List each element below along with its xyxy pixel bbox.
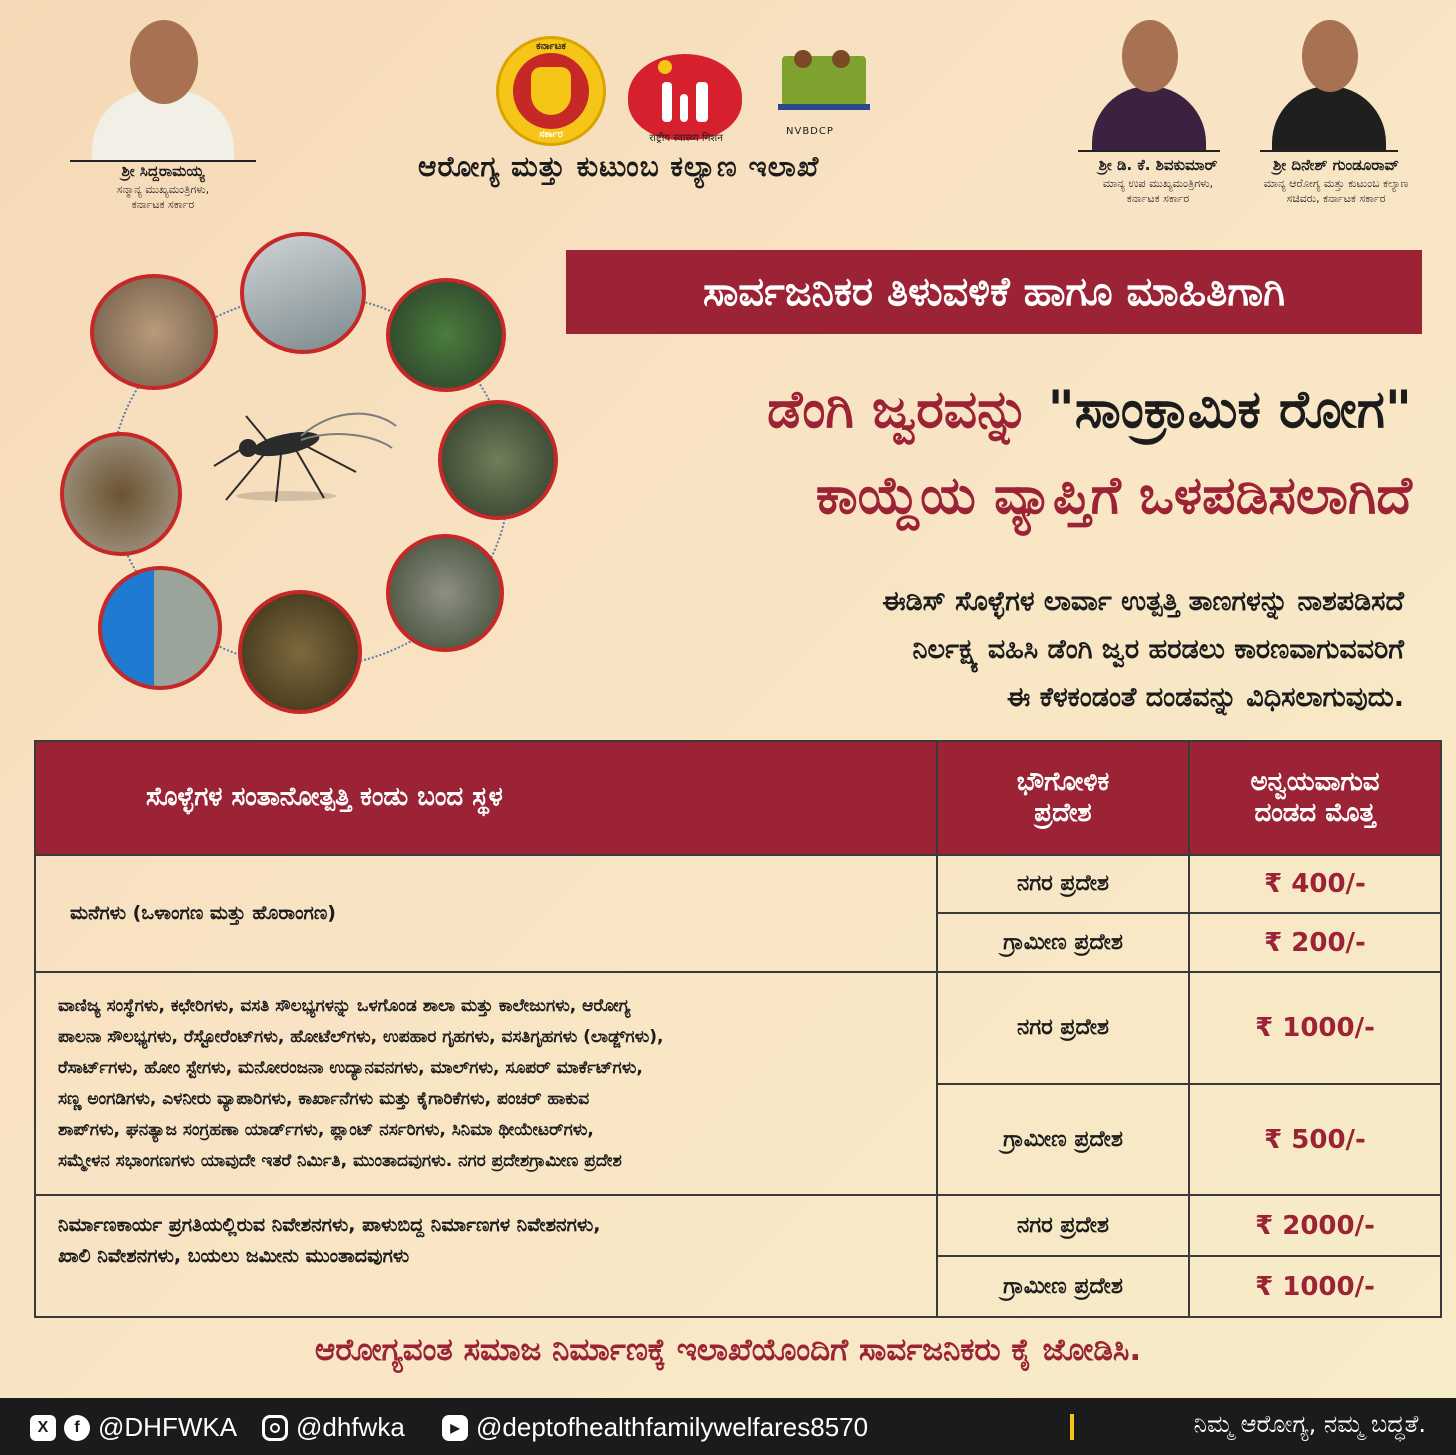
area-rural: ಗ್ರಾಮೀಣ ಪ್ರದೇಶ	[937, 913, 1189, 972]
nvbdcp-caption: NVBDCP	[786, 126, 834, 137]
area-rural: ಗ್ರಾಮೀಣ ಪ್ರದೇಶ	[937, 1084, 1189, 1196]
area-rural: ಗ್ರಾಮೀಣ ಪ್ರದೇಶ	[937, 1256, 1189, 1317]
karnataka-emblem-logo: ಕರ್ನಾಟಕ ಸರ್ಕಾರ	[496, 36, 606, 146]
department-title: ಆರೋಗ್ಯ ಮತ್ತು ಕುಟುಂಬ ಕಲ್ಯಾಣ ಇಲಾಖೆ	[418, 150, 820, 183]
chief-minister-photo	[70, 14, 256, 162]
x-facebook-link[interactable]	[30, 1412, 237, 1443]
instagram-link[interactable]	[262, 1412, 405, 1443]
x-icon: X	[30, 1415, 56, 1441]
divider	[1070, 1414, 1074, 1440]
health-minister-photo	[1260, 14, 1398, 152]
fine-amount: ₹ 1000/-	[1189, 972, 1441, 1084]
table-row	[35, 1195, 1441, 1256]
header-breeding-place: ಸೊಳ್ಳೆಗಳ ಸಂತಾನೋತ್ಪತ್ತಿ ಕಂಡು ಬಂದ ಸ್ಥಳ	[35, 741, 937, 855]
public-awareness-banner: ಸಾರ್ವಜನಿಕರ ತಿಳುವಳಿಕೆ ಹಾಗೂ ಮಾಹಿತಿಗಾಗಿ	[566, 250, 1422, 334]
nvbdcp-logo	[778, 46, 870, 116]
place-construction-sites: ನಿರ್ಮಾಣಕಾರ್ಯ ಪ್ರಗತಿಯಲ್ಲಿರುವ ನಿವೇಶನಗಳು, ಪಾಳುಬಿದ್ದ ನಿರ್ಮಾಣಗಳ ನಿವೇಶನಗಳು, ಖಾಲಿ ನಿವೇಶನಗಳು, ಬಯಲು ಜಮೀನು ಮುಂತಾದವುಗಳು	[35, 1195, 937, 1317]
chief-minister-name: ಶ್ರೀ ಸಿದ್ದರಾಮಯ್ಯ	[121, 162, 205, 180]
fine-amount: ₹ 200/-	[1189, 913, 1441, 972]
deputy-chief-minister-role: ಮಾನ್ಯ ಉಪ ಮುಖ್ಯಮಂತ್ರಿಗಳು, ಕರ್ನಾಟಕ ಸರ್ಕಾರ	[1102, 177, 1214, 205]
nhm-caption: राष्ट्रीय स्वास्थ्य मिशन	[649, 133, 723, 144]
chief-minister-role: ಸನ್ಮಾನ್ಯ ಮುಖ್ಯಮಂತ್ರಿಗಳು, ಕರ್ನಾಟಕ ಸರ್ಕಾರ	[116, 183, 210, 211]
blue-barrel-photo	[98, 566, 222, 690]
facebook-icon: f	[64, 1415, 90, 1441]
penalty-notice-paragraph: ಈಡಿಸ್ ಸೊಳ್ಳೆಗಳ ಲಾರ್ವಾ ಉತ್ಪತ್ತಿ ತಾಣಗಳನ್ನು ನಾಶಪಡಿಸದೆ ನಿರ್ಲಕ್ಷ್ಯ ವಹಿಸಿ ಡೆಂಗಿ ಜ್ವರ ಹರಡಲು ಕಾರಣವಾಗುವವರಿಗೆ ಈ ಕೆಳಕಂಡಂತೆ ದಂಡವನ್ನು ವಿಧಿಸಲಾಗುವುದು.	[882, 586, 1404, 713]
area-urban: ನಗರ ಪ್ರದೇಶ	[937, 972, 1189, 1084]
table-header-row	[35, 741, 1441, 855]
plastic-cup-litter-photo	[386, 534, 504, 652]
tagline: ನಿಮ್ಮ ಆರೋಗ್ಯ, ನಮ್ಮ ಬದ್ಧತೆ.	[1193, 1410, 1426, 1438]
x-facebook-handle: @DHFWKA	[98, 1412, 238, 1442]
roof-gutter-photo	[240, 232, 366, 354]
deputy-chief-minister-photo	[1078, 14, 1220, 152]
fine-amount: ₹ 2000/-	[1189, 1195, 1441, 1256]
discarded-containers-photo	[438, 400, 558, 520]
grinding-stone-photo	[90, 274, 218, 390]
table-row	[35, 972, 1441, 1084]
area-urban: ನಗರ ಪ್ರದೇಶ	[937, 855, 1189, 914]
headline-line-1: ಡೆಂಗಿ ಜ್ವರವನ್ನು "ಸಾಂಕ್ರಾಮಿಕ ರೋಗ"	[767, 380, 1412, 440]
fine-amount: ₹ 400/-	[1189, 855, 1441, 914]
plant-pot-photo	[386, 278, 506, 392]
headline-line-2: ಕಾಯ್ದೆಯ ವ್ಯಾಪ್ತಿಗೆ ಒಳಪಡಿಸಲಾಗಿದೆ	[815, 466, 1412, 526]
youtube-link[interactable]	[442, 1412, 868, 1443]
instagram-icon	[262, 1415, 288, 1441]
social-footer-bar	[0, 1398, 1456, 1455]
health-minister-name: ಶ್ರೀ ದಿನೇಶ್ ಗುಂಡೂರಾವ್	[1272, 156, 1400, 174]
place-commercial-establishments: ವಾಣಿಜ್ಯ ಸಂಸ್ಥೆಗಳು, ಕಛೇರಿಗಳು, ವಸತಿ ಸೌಲಭ್ಯಗಳನ್ನು ಒಳಗೊಂಡ ಶಾಲಾ ಮತ್ತು ಕಾಲೇಜುಗಳು, ಆರೋಗ್ಯ ಪಾಲನಾ ಸೌಲಭ್ಯಗಳು, ರೆಸ್ಟೋರೆಂಟ್‌ಗಳು, ಹೋಟೆಲ್‌ಗಳು, ಉಪಹಾರ ಗೃಹಗಳು, ವಸತಿಗೃಹಗಳು (ಲಾಡ್ಜ್‌ಗಳು), ರೆಸಾರ್ಟ್‌ಗಳು, ಹೋಂ ಸ್ಟೇಗಳು, ಮನೋರಂಜನಾ ಉದ್ಯಾನವನಗಳು, ಮಾಲ್‌ಗಳು, ಸೂಪರ್ ಮಾರ್ಕೆಟ್‌ಗಳು, ಸಣ್ಣ ಅಂಗಡಿಗಳು, ಎಳನೀರು ವ್ಯಾಪಾರಿಗಳು, ಕಾರ್ಖಾನೆಗಳು ಮತ್ತು ಕೈಗಾರಿಕೆಗಳು, ಪಂಚರ್ ಹಾಕುವ ಶಾಪ್‌ಗಳು, ಘನತ್ಯಾಜ ಸಂಗ್ರಹಣಾ ಯಾರ್ಡ್‌ಗಳು, ಪ್ಲಾಂಟ್ ನರ್ಸರಿಗಳು, ಸಿನಿಮಾ ಥೀಯೇಟರ್‌ಗಳು, ಸಮ್ಮೇಳನ ಸಭಾಂಗಣಗಳು ಯಾವುದೇ ಇತರೆ ನಿರ್ಮಿತಿ, ಮುಂತಾದವುಗಳು. ನಗರ ಪ್ರದೇಶಗ್ರಾಮೀಣ ಪ್ರದೇಶ	[35, 972, 937, 1195]
header-fine-amount: ಅನ್ವಯವಾಗುವ ದಂಡದ ಮೊತ್ತ	[1189, 741, 1441, 855]
mosquito-illustration	[206, 396, 406, 506]
youtube-icon: ▶	[442, 1415, 468, 1441]
youtube-handle: @deptofhealthfamilywelfares8570	[476, 1412, 869, 1442]
coconut-shells-photo	[238, 590, 362, 714]
slogan: ಆರೋಗ್ಯವಂತ ಸಮಾಜ ನಿರ್ಮಾಣಕ್ಕೆ ಇಲಾಖೆಯೊಂದಿಗೆ ಸಾರ್ವಜನಿಕರು ಕೈ ಜೋಡಿಸಿ.	[314, 1332, 1142, 1368]
table-row	[35, 855, 1441, 914]
fine-amount: ₹ 1000/-	[1189, 1256, 1441, 1317]
fines-table	[34, 740, 1442, 1318]
water-tank-photo	[60, 432, 182, 556]
deputy-chief-minister-name: ಶ್ರೀ ಡಿ. ಕೆ. ಶಿವಕುಮಾರ್	[1098, 156, 1218, 174]
header-geographic-area: ಭೌಗೋಳಿಕ ಪ್ರದೇಶ	[937, 741, 1189, 855]
national-health-mission-logo	[628, 54, 742, 140]
health-minister-role: ಮಾನ್ಯ ಆರೋಗ್ಯ ಮತ್ತು ಕುಟುಂಬ ಕಲ್ಯಾಣ ಸಚಿವರು, ಕರ್ನಾಟಕ ಸರ್ಕಾರ	[1263, 177, 1409, 205]
area-urban: ನಗರ ಪ್ರದೇಶ	[937, 1195, 1189, 1256]
fine-amount: ₹ 500/-	[1189, 1084, 1441, 1196]
place-homes: ಮನೆಗಳು (ಒಳಾಂಗಣ ಮತ್ತು ಹೊರಾಂಗಣ)	[35, 855, 937, 973]
instagram-handle: @dhfwka	[296, 1412, 405, 1442]
